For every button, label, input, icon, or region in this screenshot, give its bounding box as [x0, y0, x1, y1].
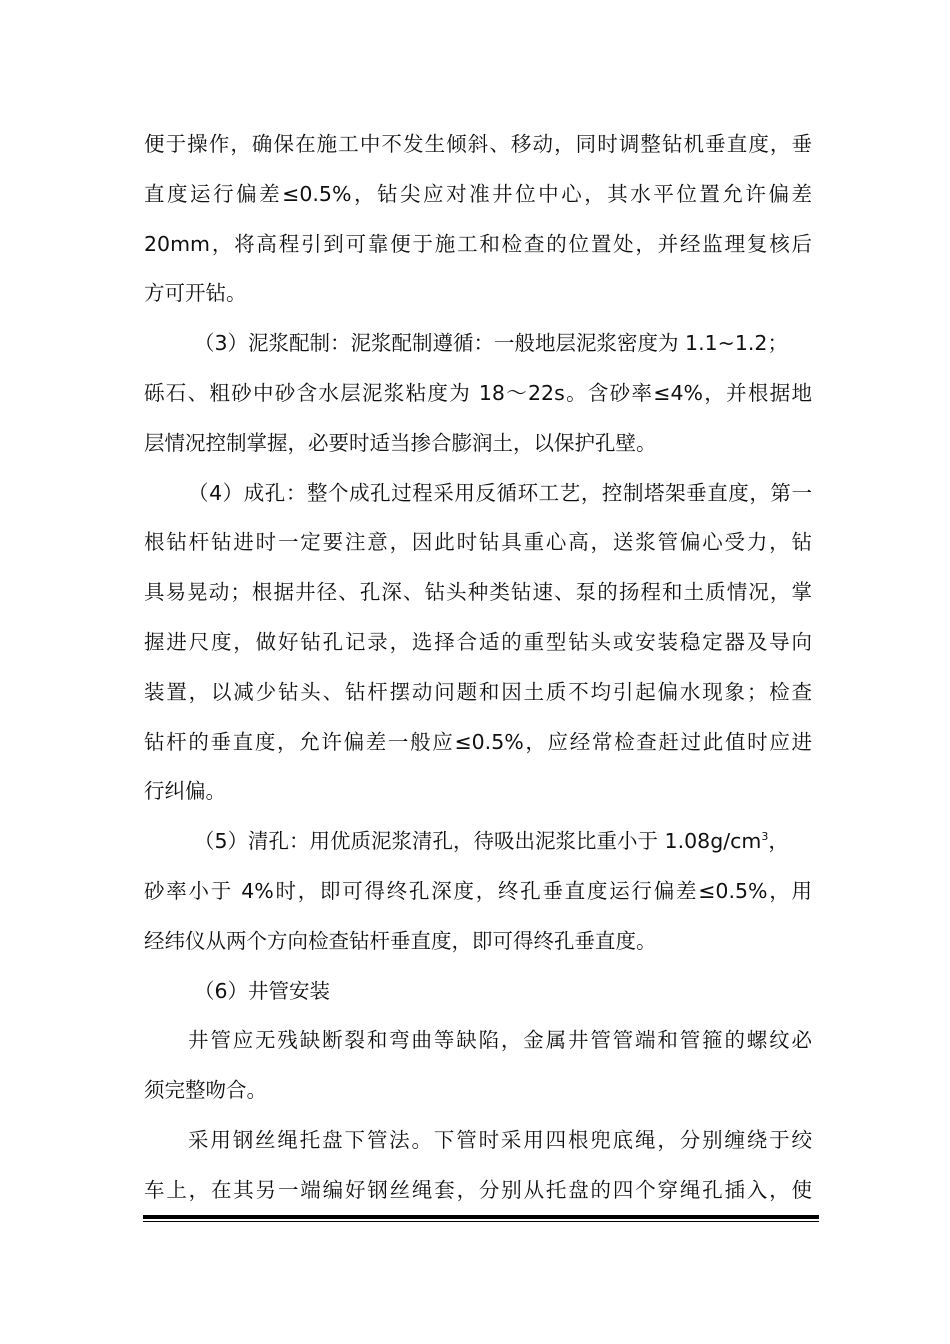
paragraph-line: [144, 817, 812, 867]
paragraph-line: 20mm，将高程引到可靠便于施工和检查的位置处，并经监理复核后: [144, 231, 812, 256]
paragraph-line: 经纬仪从两个方向检查钻杆垂直度，即可得终孔垂直度。: [144, 928, 657, 953]
paragraph-line: 根钻杆钻进时一定要注意，因此时钻具重心高，送浆管偏心受力，钻: [144, 530, 812, 555]
paragraph-line: 钻杆的垂直度，允许偏差一般应≤0.5%，应经常检查赶过此值时应进: [144, 729, 812, 754]
paragraph-line: 直度运行偏差≤0.5%，钻尖应对准井位中心，其水平位置允许偏差: [144, 181, 812, 206]
superscript: 3: [761, 830, 769, 844]
paragraph-line: 车上，在其另一端编好钢丝绳套，分别从托盘的四个穿绳孔插入，使: [144, 1177, 812, 1202]
line-tail: ，: [768, 829, 789, 854]
footer-divider: [143, 1215, 819, 1222]
paragraph-line: （3）泥浆配制：泥浆配制遵循：一般地层泥浆密度为 1.1~1.2；: [194, 331, 788, 356]
paragraph-line: 方可开钻。: [144, 281, 247, 306]
paragraph-line: 装置，以减少钻头、钻杆摆动问题和因土质不均引起偏水现象；检查: [144, 679, 812, 704]
paragraph-line: 握进尺度，做好钻孔记录，选择合适的重型钻头或安装稳定器及导向: [144, 629, 812, 654]
line-text: （5）清孔：用优质泥浆清孔，待吸出泥浆比重小于 1.08g/cm: [194, 829, 762, 854]
paragraph-line: 便于操作，确保在施工中不发生倾斜、移动，同时调整钻机垂直度，垂: [144, 132, 812, 156]
paragraph-line: 行纠偏。: [144, 779, 226, 804]
paragraph-line: 层情况控制掌握，必要时适当掺合膨润土，以保护孔壁。: [144, 430, 657, 455]
paragraph-line: 具易晃动；根据井径、孔深、钻头种类钻速、泵的扬程和土质情况，掌: [144, 580, 812, 605]
paragraph-line: （4）成孔：整个成孔过程采用反循环工艺，控制塔架垂直度，第一: [188, 480, 812, 505]
paragraph-line: 砂率小于 4%时，即可得终孔深度，终孔垂直度运行偏差≤0.5%，用: [144, 878, 812, 903]
footer-rule-thick: [143, 1215, 819, 1219]
footer-rule-thin: [143, 1221, 819, 1222]
paragraph-line: 采用钢丝绳托盘下管法。下管时采用四根兜底绳，分别缠绕于绞: [188, 1127, 812, 1152]
paragraph-line: 砾石、粗砂中砂含水层泥浆粘度为 18～22s。含砂率≤4%，并根据地: [144, 380, 812, 405]
document-body: [144, 120, 812, 1216]
paragraph-line: 须完整吻合。: [144, 1078, 267, 1103]
paragraph-line: 井管应无残缺断裂和弯曲等缺陷，金属井管管端和管箍的螺纹必: [188, 1028, 812, 1053]
section-heading: （6）井管安装: [194, 978, 331, 1003]
